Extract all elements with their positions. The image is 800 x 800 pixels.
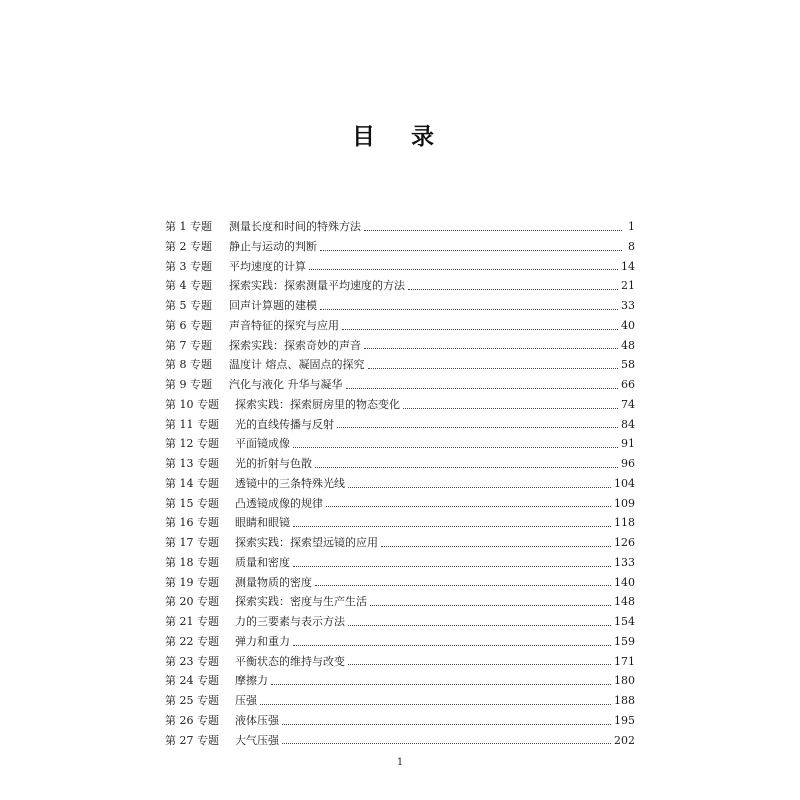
toc-entry-page: 154 xyxy=(614,615,635,628)
toc-entry xyxy=(165,395,635,415)
toc-entry xyxy=(165,553,635,573)
toc-entry-page: 48 xyxy=(621,338,635,352)
dot-leader xyxy=(348,663,611,665)
toc-entry-page: 133 xyxy=(614,555,635,569)
dot-leader xyxy=(293,525,611,527)
toc-entry xyxy=(165,257,635,277)
toc-entry-title: 摩擦力 xyxy=(235,674,268,688)
toc-entry-number: 第 3 专题 xyxy=(165,259,212,273)
toc-entry-number: 第 25 专题 xyxy=(165,694,219,707)
toc-entry-number: 第 20 专题 xyxy=(165,595,219,609)
toc-entry-title: 平均速度的计算 xyxy=(229,259,306,273)
toc-entry xyxy=(165,652,635,672)
toc-entry-title: 液体压强 xyxy=(235,713,279,727)
toc-entry xyxy=(165,494,635,514)
table-of-contents xyxy=(165,217,635,750)
toc-entry-title: 压强 xyxy=(235,694,257,707)
toc-entry-number: 第 7 专题 xyxy=(165,338,212,352)
dot-leader xyxy=(342,328,618,330)
toc-entry-page: 84 xyxy=(621,417,635,431)
toc-entry xyxy=(165,336,635,356)
toc-entry-title: 静止与运动的判断 xyxy=(229,239,317,253)
toc-entry-title: 回声计算题的建模 xyxy=(229,299,317,312)
toc-entry-number: 第 10 专题 xyxy=(165,397,219,411)
toc-entry-number: 第 14 专题 xyxy=(165,476,219,490)
dot-leader xyxy=(320,308,618,310)
dot-leader xyxy=(271,683,611,685)
dot-leader xyxy=(364,229,622,231)
toc-entry-number: 第 21 专题 xyxy=(165,615,219,628)
dot-leader xyxy=(293,565,611,567)
toc-entry-title: 测量长度和时间的特殊方法 xyxy=(229,220,361,233)
toc-entry-number: 第 15 专题 xyxy=(165,496,219,510)
toc-entry-title: 眼睛和眼镜 xyxy=(235,516,290,530)
toc-entry-title: 光的直线传播与反射 xyxy=(235,417,334,431)
dot-leader xyxy=(315,584,611,586)
toc-entry-number: 第 22 专题 xyxy=(165,634,219,648)
toc-entry-page: 21 xyxy=(621,279,635,293)
toc-entry xyxy=(165,691,635,711)
toc-entry-title: 探索实践：探索奇妙的声音 xyxy=(229,338,361,352)
toc-entry-page: 74 xyxy=(621,397,635,411)
toc-entry-title: 探索实践：密度与生产生活 xyxy=(235,595,367,609)
toc-entry-title: 声音特征的探究与应用 xyxy=(229,318,339,332)
toc-entry-page: 104 xyxy=(614,476,635,490)
toc-entry-page: 202 xyxy=(614,733,635,747)
toc-entry xyxy=(165,573,635,593)
dot-leader xyxy=(282,723,611,725)
page-title: 目 录 xyxy=(351,124,448,150)
toc-entry-title: 平面镜成像 xyxy=(235,437,290,451)
toc-entry xyxy=(165,434,635,454)
toc-entry-title: 探索实践：探索厨房里的物态变化 xyxy=(235,397,400,411)
toc-entry-title: 测量物质的密度 xyxy=(235,575,312,589)
toc-entry-page: 109 xyxy=(614,496,635,510)
toc-entry-number: 第 17 专题 xyxy=(165,536,219,549)
toc-entry-page: 118 xyxy=(614,516,635,530)
toc-entry-number: 第 26 专题 xyxy=(165,713,219,727)
dot-leader xyxy=(293,446,618,448)
toc-entry xyxy=(165,276,635,296)
toc-entry-page: 40 xyxy=(621,318,635,332)
toc-entry-number: 第 18 专题 xyxy=(165,555,219,569)
toc-entry-page: 148 xyxy=(614,595,635,609)
toc-entry xyxy=(165,355,635,375)
toc-entry xyxy=(165,533,635,553)
toc-entry-title: 探索实践：探索望远镜的应用 xyxy=(235,536,378,549)
toc-entry xyxy=(165,454,635,474)
toc-entry-number: 第 12 专题 xyxy=(165,437,219,451)
toc-entry-page: 91 xyxy=(621,437,635,451)
dot-leader xyxy=(320,249,622,251)
dot-leader xyxy=(381,545,611,547)
toc-entry-title: 凸透镜成像的规律 xyxy=(235,496,323,510)
toc-entry-title: 弹力和重力 xyxy=(235,634,290,648)
toc-entry-page: 159 xyxy=(614,634,635,648)
dot-leader xyxy=(337,426,618,428)
toc-entry-number: 第 16 专题 xyxy=(165,516,219,530)
toc-entry xyxy=(165,217,635,237)
toc-entry-number: 第 9 专题 xyxy=(165,378,212,391)
toc-entry-number: 第 5 专题 xyxy=(165,299,212,312)
toc-entry xyxy=(165,632,635,652)
toc-entry xyxy=(165,612,635,632)
toc-entry-title: 透镜中的三条特殊光线 xyxy=(235,476,345,490)
toc-entry-title: 平衡状态的维持与改变 xyxy=(235,654,345,668)
dot-leader xyxy=(346,387,619,389)
toc-entry-page: 1 xyxy=(628,220,635,233)
toc-entry-title: 探索实践：探索测量平均速度的方法 xyxy=(229,279,405,293)
toc-entry xyxy=(165,375,635,395)
toc-entry-number: 第 27 专题 xyxy=(165,733,219,747)
dot-leader xyxy=(348,624,611,626)
toc-entry-title: 力的三要素与表示方法 xyxy=(235,615,345,628)
dot-leader xyxy=(260,703,611,705)
toc-entry-page: 8 xyxy=(628,239,635,253)
toc-entry-title: 质量和密度 xyxy=(235,555,290,569)
dot-leader xyxy=(408,288,618,290)
toc-entry-page: 188 xyxy=(614,694,635,707)
toc-entry-number: 第 6 专题 xyxy=(165,318,212,332)
toc-entry-page: 180 xyxy=(614,674,635,688)
dot-leader xyxy=(293,644,611,646)
dot-leader xyxy=(315,466,618,468)
dot-leader xyxy=(309,268,618,270)
dot-leader xyxy=(348,486,611,488)
toc-entry-title: 温度计 熔点、凝固点的探究 xyxy=(229,358,365,372)
toc-entry-page: 66 xyxy=(621,378,635,391)
toc-entry xyxy=(165,731,635,751)
toc-entry xyxy=(165,237,635,257)
dot-leader xyxy=(370,604,611,606)
dot-leader xyxy=(403,407,618,409)
toc-entry-page: 195 xyxy=(614,713,635,727)
toc-entry xyxy=(165,474,635,494)
toc-entry-number: 第 19 专题 xyxy=(165,575,219,589)
toc-entry-number: 第 2 专题 xyxy=(165,239,212,253)
toc-entry-page: 58 xyxy=(621,358,635,372)
toc-entry-page: 171 xyxy=(614,654,635,668)
toc-entry-page: 33 xyxy=(621,299,635,312)
toc-entry-page: 140 xyxy=(614,575,635,589)
toc-entry-number: 第 23 专题 xyxy=(165,654,219,668)
toc-entry-title: 汽化与液化 升华与凝华 xyxy=(229,378,343,391)
toc-entry-number: 第 13 专题 xyxy=(165,457,219,470)
dot-leader xyxy=(364,347,618,349)
dot-leader xyxy=(368,367,619,369)
toc-entry xyxy=(165,316,635,336)
toc-entry-page: 126 xyxy=(614,536,635,549)
dot-leader xyxy=(282,742,611,744)
toc-entry-number: 第 24 专题 xyxy=(165,674,219,688)
dot-leader xyxy=(326,505,611,507)
toc-entry xyxy=(165,296,635,316)
page-number: 1 xyxy=(396,757,404,768)
toc-entry-title: 光的折射与色散 xyxy=(235,457,312,470)
toc-entry xyxy=(165,513,635,533)
toc-entry-number: 第 8 专题 xyxy=(165,358,212,372)
toc-entry-number: 第 11 专题 xyxy=(165,417,219,431)
toc-entry-title: 大气压强 xyxy=(235,733,279,747)
toc-entry xyxy=(165,592,635,612)
toc-entry xyxy=(165,415,635,435)
toc-entry-page: 14 xyxy=(621,259,635,273)
toc-entry-number: 第 4 专题 xyxy=(165,279,212,293)
toc-entry-page: 96 xyxy=(621,457,635,470)
toc-entry xyxy=(165,671,635,691)
toc-entry xyxy=(165,711,635,731)
toc-entry-number: 第 1 专题 xyxy=(165,220,212,233)
